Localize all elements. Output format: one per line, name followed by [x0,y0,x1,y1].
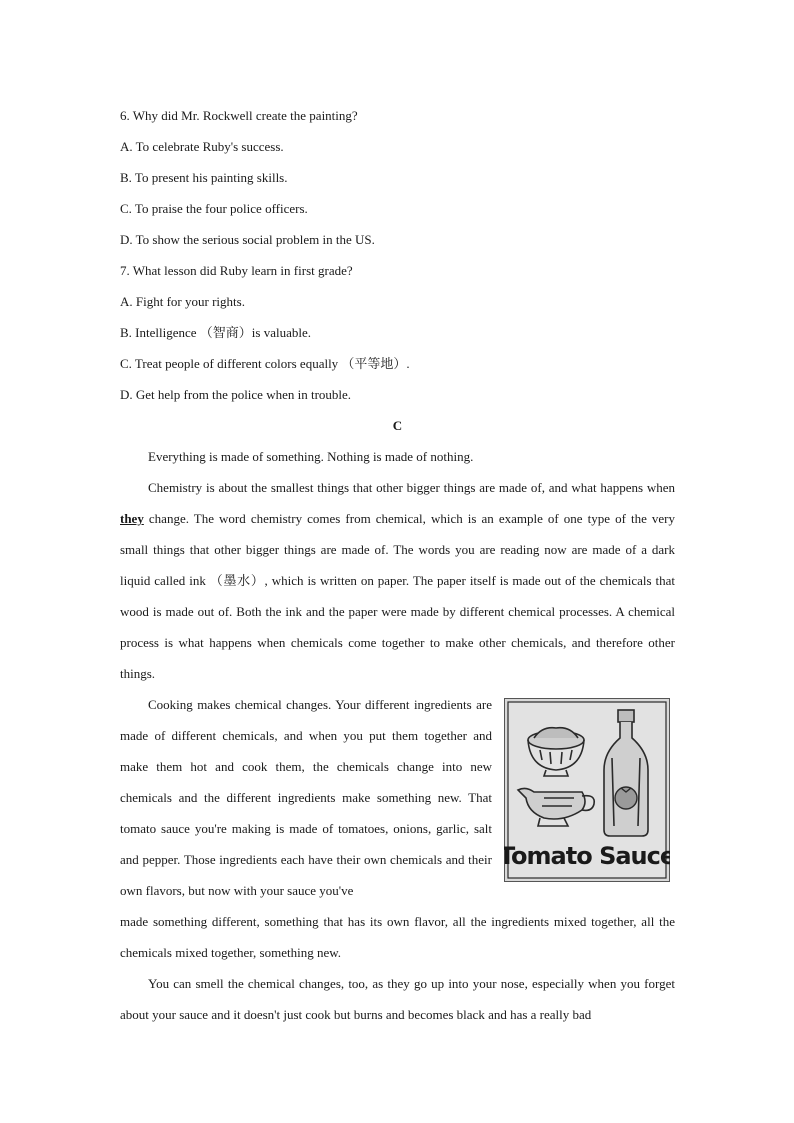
tomato-sauce-illustration [504,698,670,882]
tomato-icon [615,787,637,809]
question-7-option-a: A. Fight for your rights. [120,294,245,309]
passage-p4-text: You can smell the chemical changes, too, as they go up into your nose, especially when you forget about your sauce and it doesn't just cook but burns and becomes black and has a really bad [120,976,675,1022]
passage-paragraph-3-wrapped [120,689,492,906]
question-6-option-a: A. To celebrate Ruby's success. [120,139,284,154]
question-6-option-c: C. To praise the four police officers. [120,201,308,216]
passage-paragraph-3-continued: made something different, something that has its own flavor, all the ingredients mixed together, all the chemicals mixed together, something new. [120,914,675,960]
worksheet-page [120,100,675,1030]
question-6-option-b: B. To present his painting skills. [120,170,288,185]
question-7-option-b: B. Intelligence （智商）is valuable. [120,325,311,340]
illustration-svg [504,698,670,882]
question-7-option-d: D. Get help from the police when in trouble. [120,387,352,402]
passage-p1-text: Everything is made of something. Nothing is made of nothing. [148,449,474,464]
question-6-stem: 6. Why did Mr. Rockwell create the painting? [120,108,358,123]
underlined-keyword: they [120,511,144,526]
passage-p2-after: change. The word chemistry comes from chemical, which is an example of one type of the very small things that other bigger things are made of. The words you are reading now are made of a dark liquid called ink （墨水）, which is written on paper. The paper itself is made out of the chemicals that wood is made out of. Both the ink and the paper were made by different chemical processes. A chemical process is what happens when chemicals come together to make other chemicals, and therefore other things. [120,511,675,681]
passage-p3-wrap-text: Cooking makes chemical changes. Your different ingredients are made of different chemicals, and when you put them together and make them hot and cook them, the chemicals change into new chemicals and the different ingredients make something new. That tomato sauce you're making is made of tomatoes, onions, garlic, salt and pepper. Those ingredients each have their own chemicals and their own flavors, but now with your sauce you've [120,697,492,898]
question-7-option-c: C. Treat people of different colors equally （平等地）. [120,356,410,371]
passage-paragraph-4 [120,968,675,1030]
passage-paragraph-1 [120,441,675,472]
question-7-stem: 7. What lesson did Ruby learn in first grade? [120,263,353,278]
passage-paragraph-2 [120,472,675,689]
question-6-option-d: D. To show the serious social problem in the US. [120,232,375,247]
illustration-caption: Tomato Sauce [504,842,670,870]
section-label: C [392,418,403,433]
passage-p2-before: Chemistry is about the smallest things that other bigger things are made of, and what happens when [148,480,675,495]
